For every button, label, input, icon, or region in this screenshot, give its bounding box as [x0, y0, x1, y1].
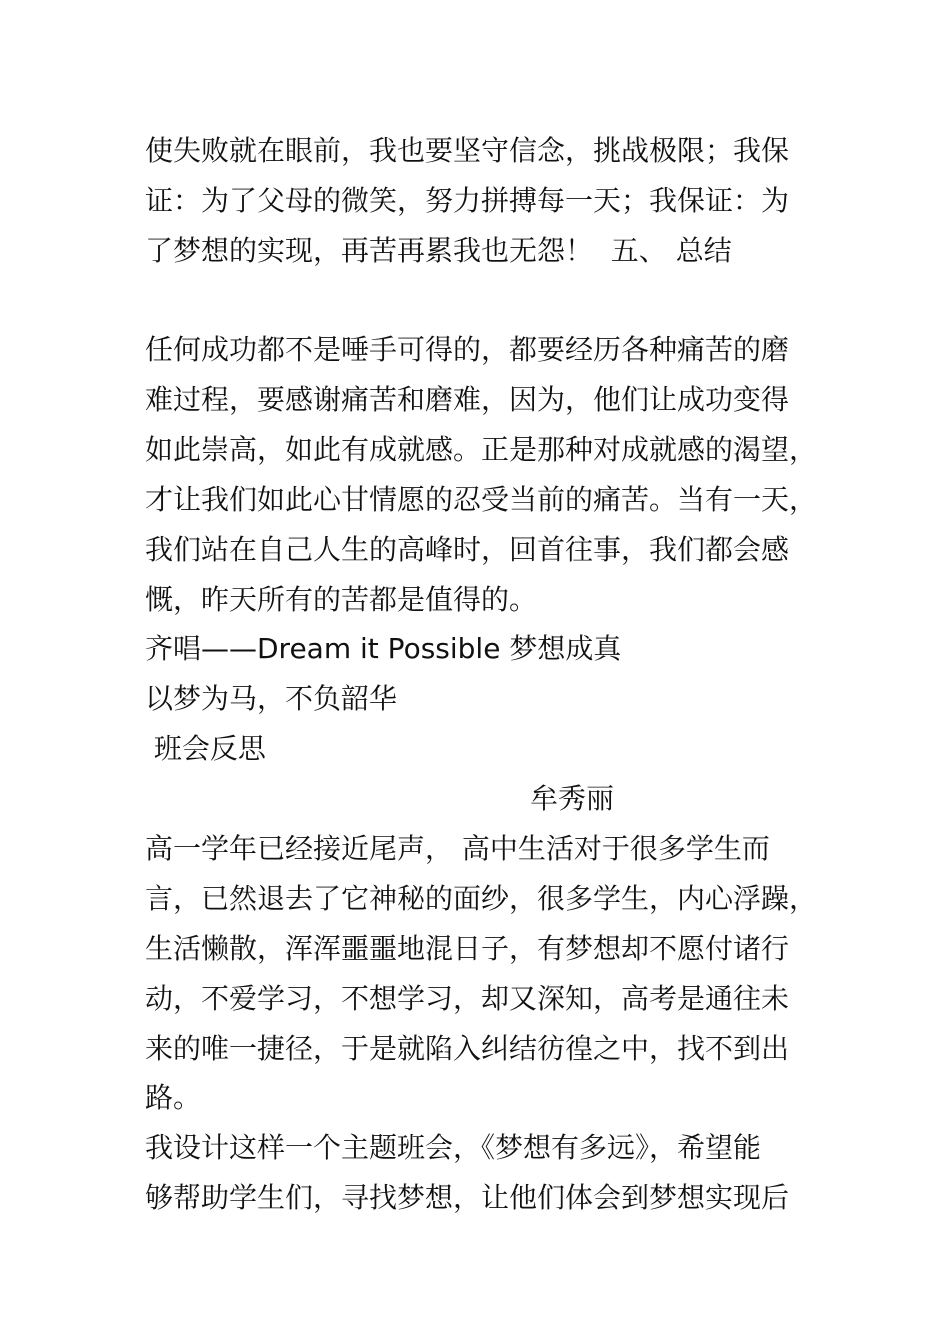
text-line: 使失败就在眼前，我也要坚守信念，挑战极限；我保: [145, 134, 790, 167]
text-line: 生活懒散，浑浑噩噩地混日子，有梦想却不愿付诸行: [145, 932, 790, 965]
motto-line: 以梦为马，不负韶华: [145, 682, 398, 715]
section-heading: 班会反思: [145, 732, 266, 765]
text-line: 如此崇高，如此有成就感。正是那种对成就感的渴望，: [145, 433, 818, 466]
text-line: 任何成功都不是唾手可得的，都要经历各种痛苦的磨: [145, 333, 790, 366]
text-line: 路。: [145, 1081, 202, 1114]
text-line: 才让我们如此心甘情愿的忍受当前的痛苦。当有一天，: [145, 483, 818, 516]
text-line: 慨，昨天所有的苦都是值得的。: [145, 583, 538, 616]
text-line: 言，已然退去了它神秘的面纱，很多学生，内心浮躁，: [145, 882, 818, 915]
song-line: 齐唱——Dream it Possible 梦想成真: [145, 632, 622, 665]
text-line: 难过程，要感谢痛苦和磨难，因为，他们让成功变得: [145, 383, 790, 416]
text-line: 动，不爱学习，不想学习，却又深知，高考是通往未: [145, 982, 790, 1015]
text-line: 高一学年已经接近尾声， 高中生活对于很多学生而: [145, 832, 770, 865]
text-line: 我们站在自己人生的高峰时，回首往事，我们都会感: [145, 533, 790, 566]
text-line: 我设计这样一个主题班会，《梦想有多远》，希望能: [145, 1131, 762, 1164]
author-name: 牟秀丽: [530, 782, 615, 815]
text-line: 来的唯一捷径，于是就陷入纠结彷徨之中，找不到出: [145, 1032, 790, 1065]
text-line: 证：为了父母的微笑，努力拼搏每一天；我保证：为: [145, 184, 790, 217]
text-line: 了梦想的实现，再苦再累我也无怨！ 五、 总结: [145, 234, 732, 267]
text-line: 够帮助学生们，寻找梦想，让他们体会到梦想实现后: [145, 1181, 790, 1214]
